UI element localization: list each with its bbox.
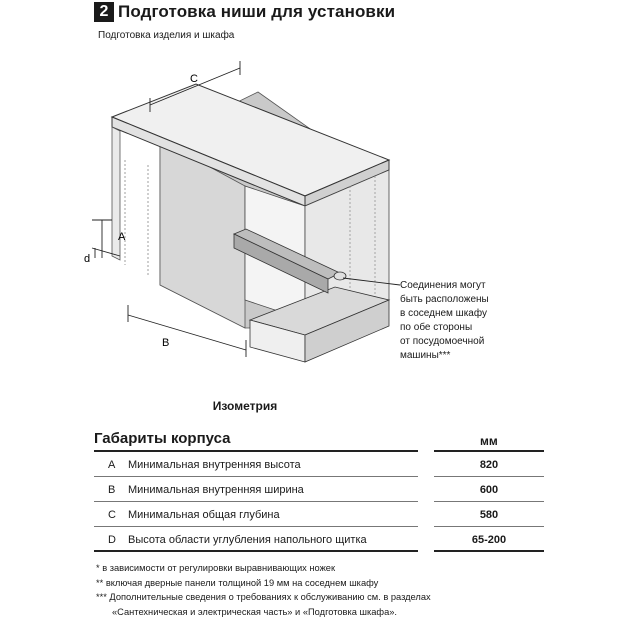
row-letter: D [108, 534, 116, 546]
row-value: 580 [479, 509, 499, 521]
row-value: 600 [479, 484, 499, 496]
row-letter: C [108, 509, 116, 521]
table-row [94, 527, 544, 552]
row-description: Минимальная внутренняя ширина [128, 484, 304, 496]
page-title: Подготовка ниши для установки [118, 2, 396, 21]
row-description: Минимальная внутренняя высота [128, 459, 301, 471]
table-row [94, 502, 544, 527]
table-row [94, 477, 544, 502]
table-row [94, 452, 544, 477]
footnotes [96, 561, 431, 619]
cabinet-dimensions-table [94, 428, 544, 552]
dim-label-b: B [162, 337, 170, 349]
dim-label-c: C [190, 73, 198, 85]
footnote: * в зависимости от регулировки выравнивающих ножек [96, 563, 336, 573]
step-number-badge: 2 [94, 2, 114, 22]
row-letter: A [108, 459, 116, 471]
callout-line: по обе стороны [400, 322, 473, 333]
row-letter: B [108, 484, 116, 496]
footnote: *** Дополнительные сведения о требованиях к обслуживанию см. в разделах [96, 592, 431, 602]
callout-line: Соединения могут [400, 280, 486, 291]
callout-line: в соседнем шкафу [400, 308, 487, 319]
callout-line: машины*** [400, 350, 451, 361]
connection-fitting [334, 272, 346, 280]
table-header-unit: мм [480, 434, 498, 448]
row-description: Минимальная общая глубина [128, 509, 280, 521]
table-header-label: Габариты корпуса [94, 430, 231, 447]
connections-callout [400, 279, 489, 363]
callout-line: от посудомоечной [400, 336, 485, 347]
figure-caption: Изометрия [212, 399, 278, 413]
footnote-continuation: «Сантехническая и электрическая часть» и «Подготовка шкафа». [112, 606, 397, 617]
row-value: 820 [479, 459, 499, 471]
table-header-row [94, 428, 544, 452]
figure-subtitle: Подготовка изделия и шкафа [98, 30, 235, 41]
footnote: ** включая дверные панели толщиной 19 мм на соседнем шкафу [96, 577, 379, 588]
row-value: 65-200 [471, 534, 507, 546]
callout-line: быть расположены [400, 294, 489, 305]
dim-label-d: d [84, 253, 91, 265]
dim-label-a: A [118, 231, 126, 243]
dim-line-b [128, 315, 246, 350]
row-description: Высота области углубления напольного щитка [128, 534, 367, 546]
